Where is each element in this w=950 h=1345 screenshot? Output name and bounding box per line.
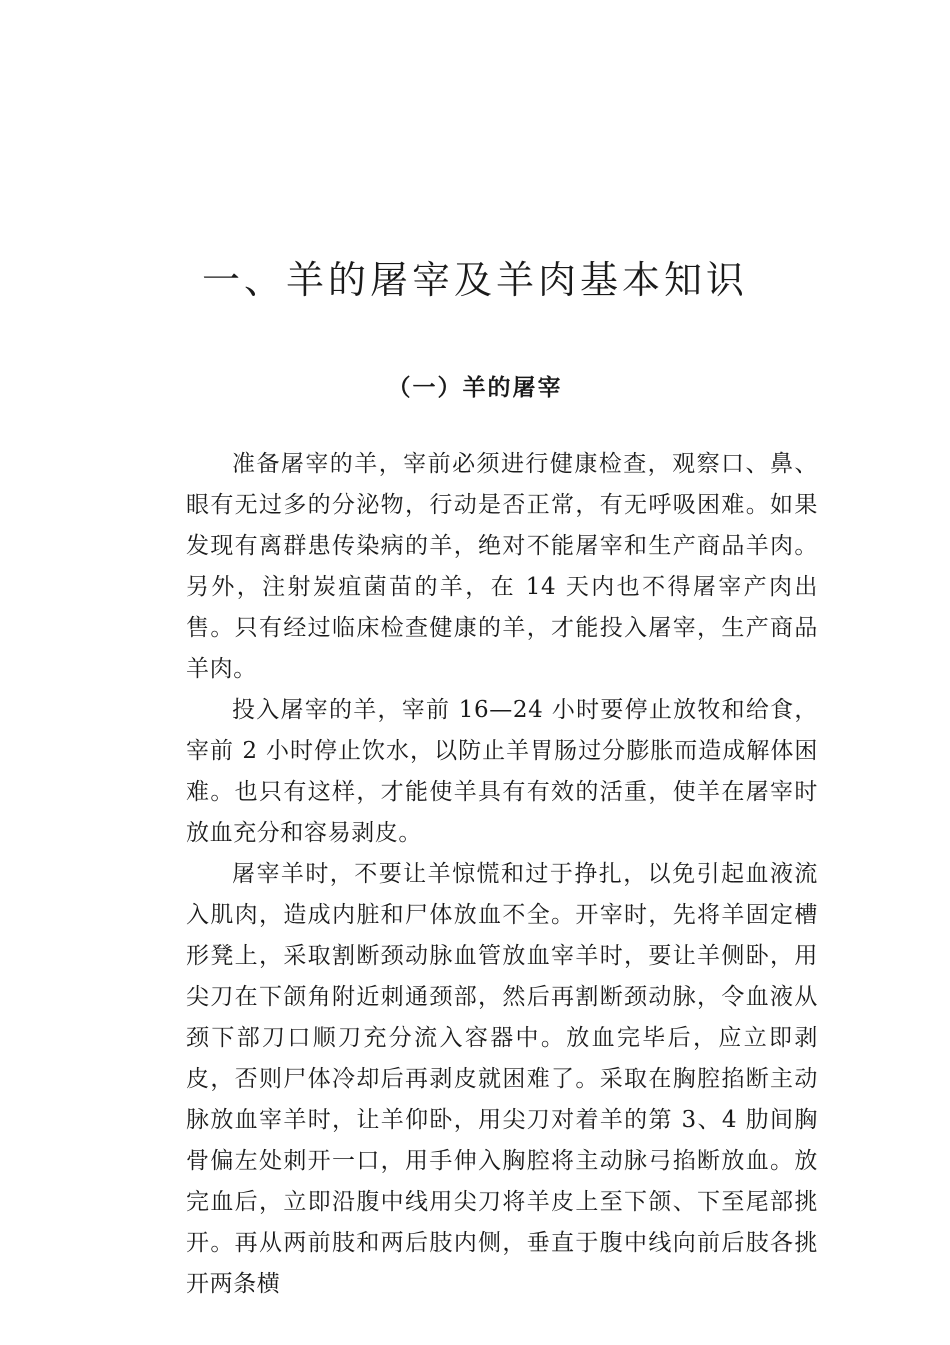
paragraph: 屠宰羊时，不要让羊惊慌和过于挣扎，以免引起血液流入肌肉，造成内脏和尸体放血不全。开宰时，先将羊固定槽形凳上，采取割断颈动脉血管放血宰羊时，要让羊侧卧，用尖刀在下颌角附近刺通颈部，然后再割断颈动脉，令血液从颈下部刀口顺刀充分流入容器中。放血完毕后，应立即剥皮，否则尸体冷却后再剥皮就困难了。采取在胸腔掐断主动脉放血宰羊时，让羊仰卧，用尖刀对着羊的第 3、4 肋间胸骨偏左处刺开一口，用手伸入胸腔将主动脉弓掐断放血。放完血后，立即沿腹中线用尖刀将羊皮上至下颌、下至尾部挑开。再从两前肢和两后肢内侧，垂直于腹中线向前后肢各挑开两条横 (186, 861, 818, 1297)
paragraph: 投入屠宰的羊，宰前 16—24 小时要停止放牧和给食，宰前 2 小时停止饮水，以防止羊胃肠过分膨胀而造成解体困难。也只有这样，才能使羊具有有效的活重，使羊在屠宰时放血充分和容易剥皮。 (186, 697, 818, 846)
section-title: （一）羊的屠宰 (387, 374, 563, 401)
paragraph: 准备屠宰的羊，宰前必须进行健康检查，观察口、鼻、眼有无过多的分泌物，行动是否正常，有无呼吸困难。如果发现有离群患传染病的羊，绝对不能屠宰和生产商品羊肉。另外，注射炭疽菌苗的羊，在 14 天内也不得屠宰产肉出售。只有经过临床检查健康的羊，才能投入屠宰，生产商品羊肉。 (186, 451, 818, 682)
chapter-title: 一、羊的屠宰及羊肉基本知识 (201, 258, 748, 302)
body-text (186, 444, 818, 1305)
